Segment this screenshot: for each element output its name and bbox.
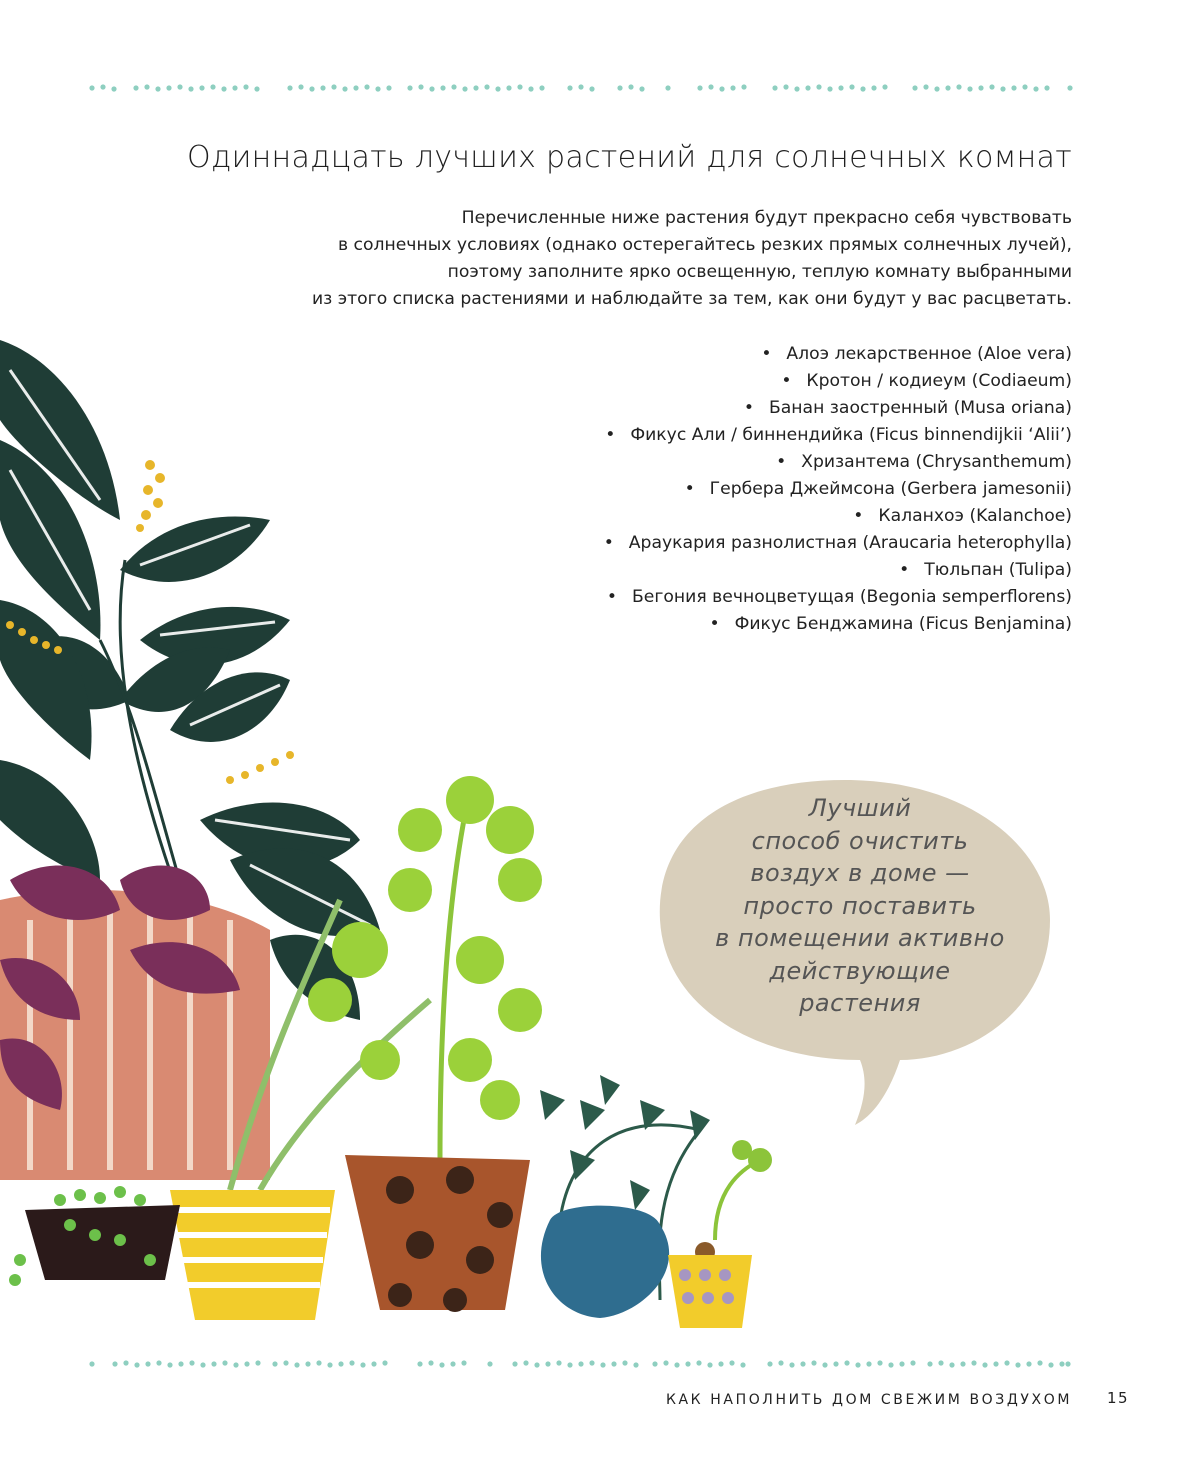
dot [112,1361,117,1366]
dot [89,85,94,90]
dot [696,1360,701,1365]
dot [305,1361,310,1366]
dot [982,1362,987,1367]
dot [512,1361,517,1366]
bubble-line: просто поставить [743,891,977,920]
dot [665,85,670,90]
dot [386,85,391,90]
intro-line: из этого списка растениями и наблюдайте за тем, как они будут у вас расцветать. [311,289,1072,309]
dot [188,86,193,91]
dot [708,84,713,89]
dot [298,84,303,89]
dot [740,1362,745,1367]
bullet-icon: • [684,479,695,499]
dot [956,84,961,89]
bubble-line: растения [799,989,921,1017]
dot [177,84,182,89]
dot [971,1360,976,1365]
bullet-icon: • [776,452,787,472]
dot [910,1360,915,1365]
dot [338,1361,343,1366]
bubble-line: способ очистить [751,826,969,855]
dot [244,1361,249,1366]
dot [1059,1361,1064,1366]
dot [440,85,445,90]
dot [272,1361,277,1366]
bullet-icon: • [853,506,864,526]
blue-pot-icon [541,1206,669,1318]
dot [429,86,434,91]
dot [741,84,746,89]
dot [800,1361,805,1366]
plant-name: Банан заостренный (Musa oriana) [768,398,1072,418]
bubble-line: в помещении активно [715,924,1005,952]
dot [934,86,939,91]
dot [451,84,456,89]
dot [484,84,489,89]
dot [320,85,325,90]
dot [111,86,116,91]
dot [100,84,105,89]
dot [287,85,292,90]
plant-name: Тюльпан (Tulipa) [924,560,1072,580]
dot [833,1361,838,1366]
dot [487,1361,492,1366]
plant-name: Хризантема (Chrysanthemum) [801,452,1072,472]
bullet-icon: • [605,425,616,445]
dot [871,85,876,90]
bullet-icon: • [781,371,792,391]
dot [633,1362,638,1367]
dot [375,86,380,91]
speech-bubble-text [680,792,1040,1020]
dot [855,1362,860,1367]
dot [639,86,644,91]
plant-name: Кротон / кодиеум (Codiaeum) [806,371,1072,391]
dot [567,1362,572,1367]
dot [134,1362,139,1367]
dot [450,1361,455,1366]
dot [556,1360,561,1365]
dot [718,1361,723,1366]
dot [989,84,994,89]
dot [342,86,347,91]
bubble-line: воздух в доме — [750,859,970,887]
dot [156,1360,161,1365]
dot [960,1361,965,1366]
bullet-icon: • [761,344,772,364]
polka-dot-pot-icon [345,1155,530,1312]
bullet-icon: • [606,587,618,607]
plant-name: Бегония вечноцветущая (Begonia semperflorens) [632,587,1072,607]
dot [211,1361,216,1366]
top-dotted-divider [0,78,1193,98]
dot [371,1361,376,1366]
dot [327,1362,332,1367]
intro-line: поэтому заполните ярко освещенную, теплую комнату выбранными [447,262,1072,282]
dot [439,1362,444,1367]
dot [294,1362,299,1367]
dot [382,1360,387,1365]
dot [243,84,248,89]
dot [283,1360,288,1365]
dot [978,85,983,90]
dot [877,1360,882,1365]
dot [663,1360,668,1365]
dot [778,1360,783,1365]
plant-name: Фикус Али / биннендийка (Ficus binnendijkii ‘Alii’) [630,425,1072,445]
dot [461,1360,466,1365]
intro-paragraph [172,205,1072,313]
dot [945,85,950,90]
dot [617,85,622,90]
dot [789,1362,794,1367]
bullet-icon: • [899,560,910,580]
dot [730,85,735,90]
dot [729,1360,734,1365]
dot [254,86,259,91]
dot [794,86,799,91]
dot [189,1360,194,1365]
dot [1011,85,1016,90]
dot [1004,1360,1009,1365]
dot [882,84,887,89]
dot [923,84,928,89]
dot [589,1360,594,1365]
dot [360,1362,365,1367]
dot [1044,85,1049,90]
dot [255,1360,260,1365]
dot [407,85,412,90]
dot [221,86,226,91]
dot [685,1361,690,1366]
bullet-icon: • [709,614,720,634]
dot [331,84,336,89]
dot [719,86,724,91]
dot [1048,1362,1053,1367]
dot [767,1361,772,1366]
dot [517,84,522,89]
dot [166,85,171,90]
bubble-line: Лучший [808,794,912,822]
sprout-pot-icon [668,1140,772,1328]
dot [495,86,500,91]
dot [364,84,369,89]
plant-name: Каланхоэ (Kalanchoe) [878,506,1072,526]
dot [145,1361,150,1366]
dot [473,85,478,90]
dot [1065,1361,1070,1366]
dot [1000,86,1005,91]
dot [534,1362,539,1367]
dot [222,1360,227,1365]
bullet-icon: • [603,533,614,553]
dot [353,85,358,90]
dot [707,1362,712,1367]
dot [912,85,917,90]
dot [428,1360,433,1365]
dot [611,1361,616,1366]
dot [233,1362,238,1367]
dot [1037,1360,1042,1365]
dot [772,85,777,90]
dot [506,85,511,90]
dot [600,1362,605,1367]
dot [418,84,423,89]
dot [827,86,832,91]
dot [949,1362,954,1367]
dot [1022,84,1027,89]
dot [938,1360,943,1365]
dot [523,1360,528,1365]
dot [816,84,821,89]
dot [349,1360,354,1365]
dot [697,85,702,90]
dot [899,1361,904,1366]
plant-name: Фикус Бенджамина (Ficus Benjamina) [734,614,1072,634]
dot [811,1360,816,1365]
dot [144,84,149,89]
plant-name: Алоэ лекарственное (Aloe vera) [786,344,1072,364]
dot [539,85,544,90]
bullet-icon: • [743,398,755,418]
intro-line: Перечисленные ниже растения будут прекрасно себя чувствовать [461,208,1072,228]
running-footer: КАК НАПОЛНИТЬ ДОМ СВЕЖИМ ВОЗДУХОМ [665,1392,1072,1408]
dot [652,1361,657,1366]
bubble-line: действующие [769,956,951,985]
dot [210,84,215,89]
dot [927,1361,932,1366]
dot [316,1360,321,1365]
intro-line: в солнечных условиях (однако остерегайтесь резких прямых солнечных лучей), [337,235,1072,255]
dot [860,86,865,91]
dot [967,86,972,91]
dot [1015,1362,1020,1367]
dot [167,1362,172,1367]
dot [133,85,138,90]
dot [528,86,533,91]
black-planter-icon [9,1186,180,1286]
dot [1026,1361,1031,1366]
dot [866,1361,871,1366]
dot [178,1361,183,1366]
dot [199,85,204,90]
dot [155,86,160,91]
dot [578,1361,583,1366]
dot [89,1361,94,1366]
dot [622,1360,627,1365]
dot [674,1362,679,1367]
dot [567,85,572,90]
dot [232,85,237,90]
vine-icon [540,1075,710,1210]
dot [200,1362,205,1367]
dot [993,1361,998,1366]
bottom-dotted-divider [0,1354,1193,1374]
page-title: Одиннадцать лучших растений для солнечных комнат [187,140,1072,175]
plant-name: Араукария разнолистная (Araucaria heterophylla) [628,533,1072,553]
dot [888,1362,893,1367]
dot [578,84,583,89]
dot [309,86,314,91]
plant-name: Гербера Джеймсона (Gerbera jamesonii) [709,479,1072,499]
dot [1033,86,1038,91]
yellow-pot-icon [170,1190,335,1320]
page-number: 15 [1107,1389,1130,1407]
dot [462,86,467,91]
dot [822,1362,827,1367]
dot [783,84,788,89]
striped-pot-icon [0,890,270,1180]
dot [545,1361,550,1366]
dot [844,1360,849,1365]
dot [123,1360,128,1365]
dot [628,84,633,89]
dot [805,85,810,90]
dot [589,86,594,91]
dot [1067,85,1072,90]
dot [849,84,854,89]
dot [417,1361,422,1366]
dot [838,85,843,90]
